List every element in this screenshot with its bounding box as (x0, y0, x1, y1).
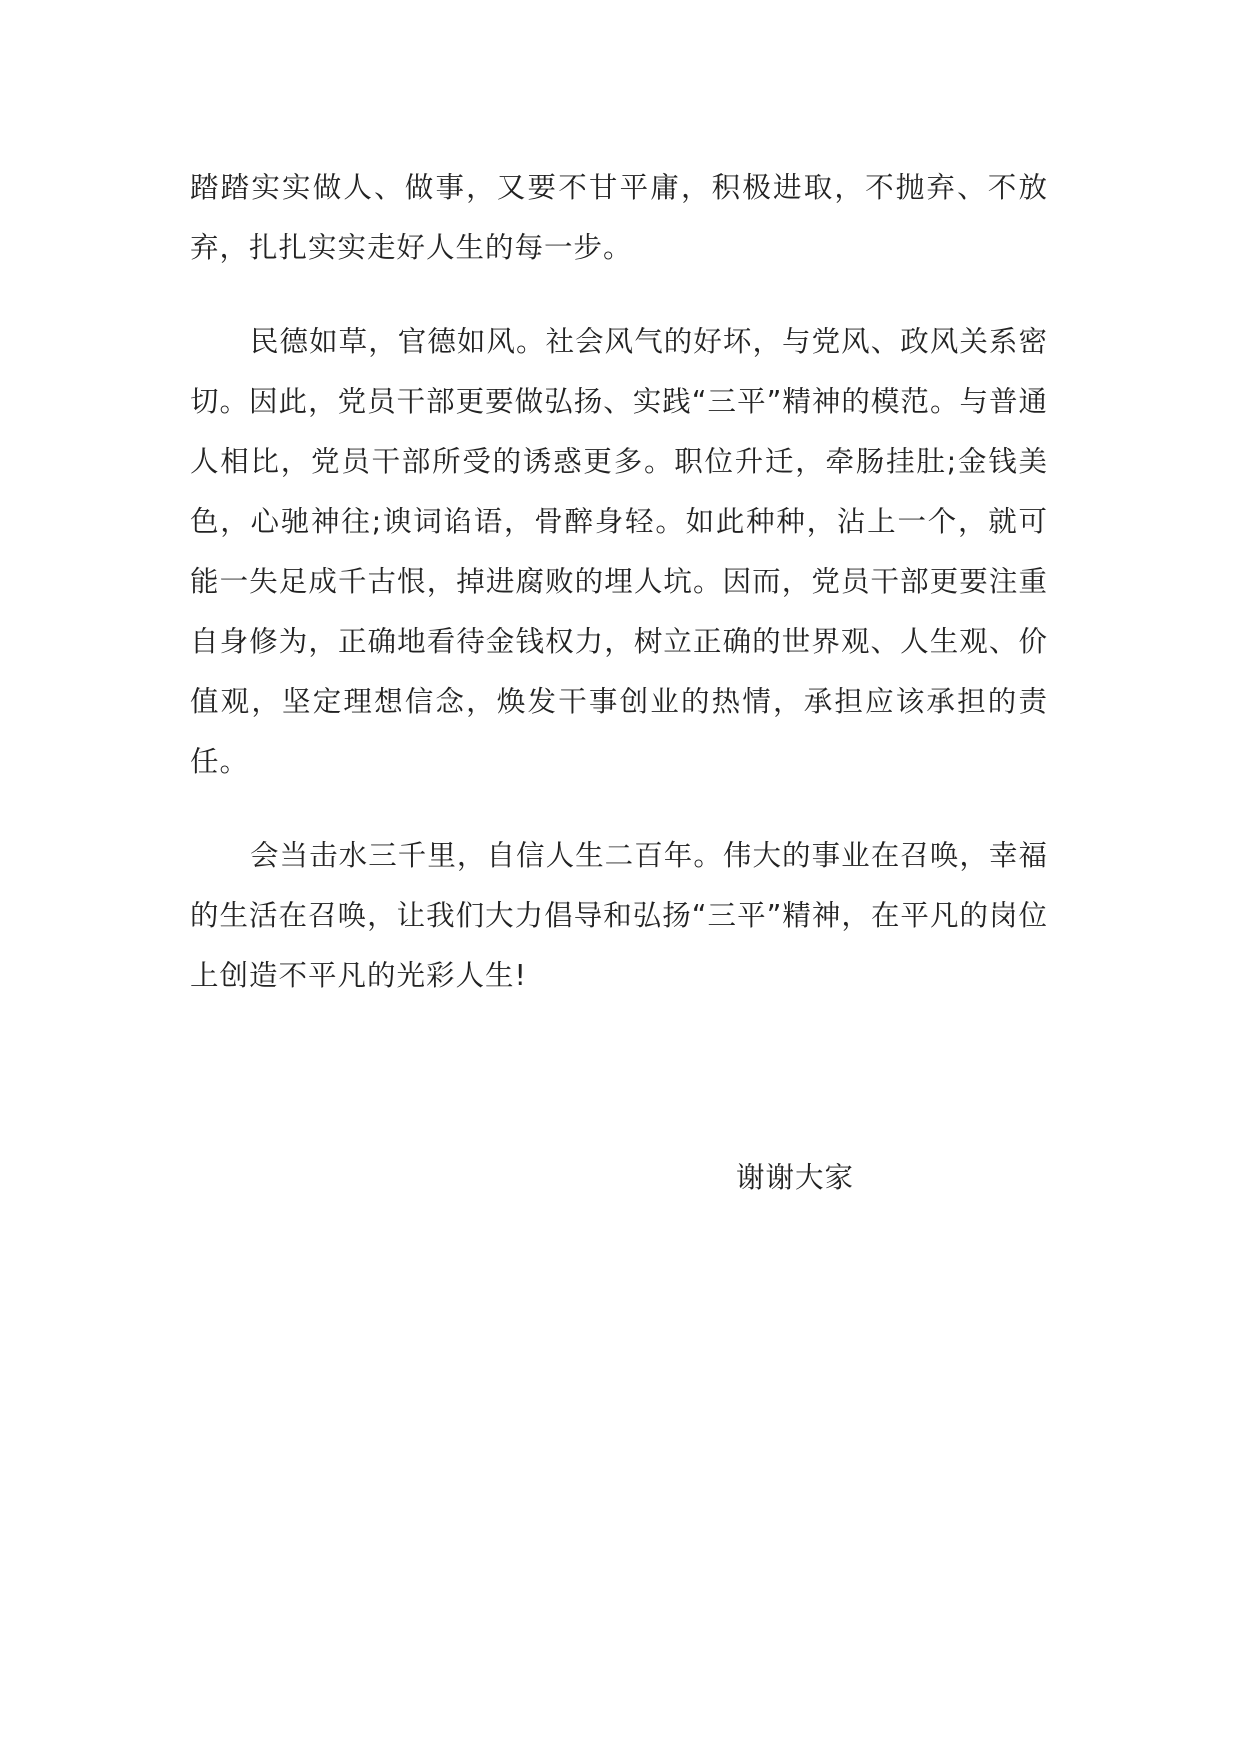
paragraph-party-cadres: 民德如草，官德如风。社会风气的好坏，与党风、政风关系密切。因此，党员干部更要做弘扬、实践“三平”精神的模范。与普通人相比，党员干部所受的诱惑更多。职位升迁，牵肠挂肚;金钱美色，心驰神往;谀词谄语，骨醉身轻。如此种种，沾上一个，就可能一失足成千古恨，掉进腐败的埋人坑。因而，党员干部更要注重自身修为，正确地看待金钱权力，树立正确的世界观、人生观、价值观，坚定理想信念，焕发干事创业的热情，承担应该承担的责任。 (190, 325, 1048, 778)
paragraph-conclusion: 会当击水三千里，自信人生二百年。伟大的事业在召唤，幸福的生活在召唤，让我们大力倡导和弘扬“三平”精神，在平凡的岗位上创造不平凡的光彩人生! (190, 839, 1048, 992)
closing-thanks: 谢谢大家 (736, 1161, 855, 1194)
paragraph-continuation: 踏踏实实做人、做事，又要不甘平庸，积极进取，不抛弃、不放弃，扎扎实实走好人生的每一步。 (190, 171, 1048, 264)
document-body (190, 158, 1048, 1006)
